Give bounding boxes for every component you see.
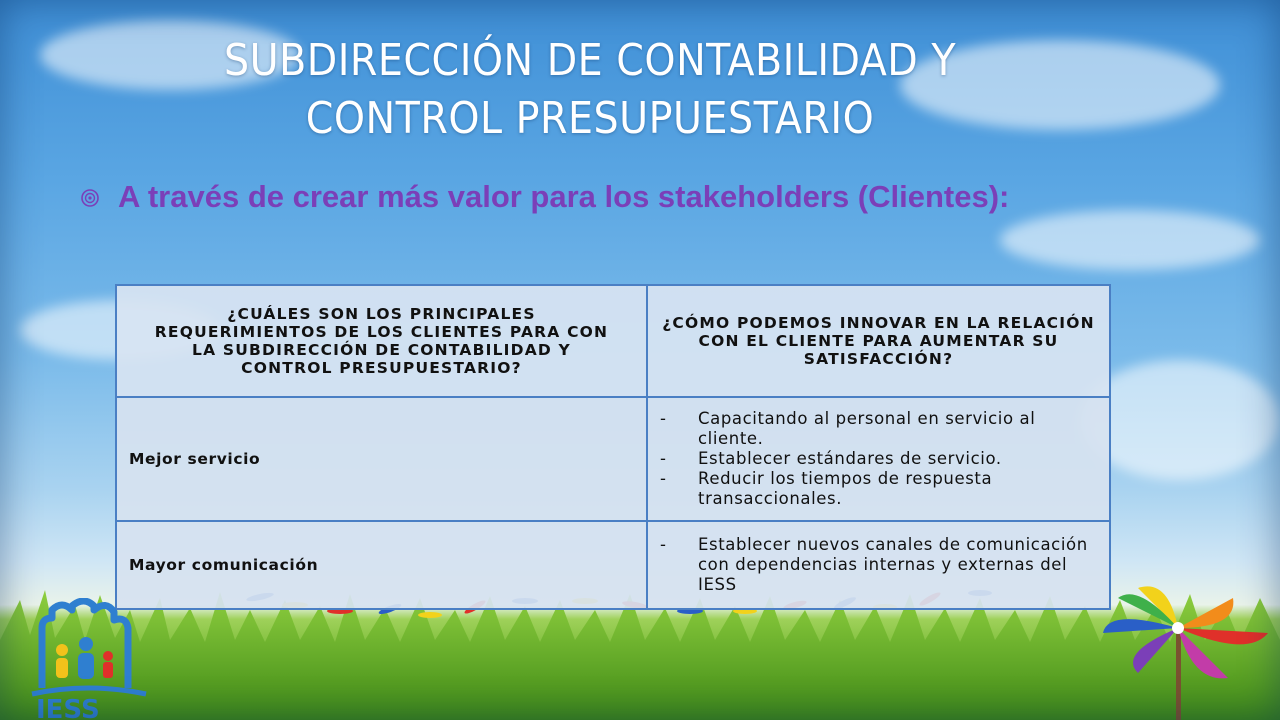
table-row [116,397,1110,521]
iess-logo [28,598,158,720]
requirement-cell: Mayor comunicación [116,521,647,609]
slide-title [120,32,1060,148]
actions-list [648,409,1109,509]
pinwheel-decoration [1098,578,1278,720]
list-item: - Reducir los tiempos de respuesta transaccionales. [658,469,1099,509]
table-row [116,521,1110,609]
requirement-cell: Mejor servicio [116,397,647,521]
cloud [1000,210,1260,270]
table-header-row [116,285,1110,397]
header-requirements: ¿CUÁLES SON LOS PRINCIPALES REQUERIMIENTOS DE LOS CLIENTES PARA CON LA SUBDIRECCIÓN DE CONTABILIDAD Y CONTROL PRESUPUESTARIO? [116,285,647,397]
requirements-table [115,284,1111,610]
header-innovation: ¿CÓMO PODEMOS INNOVAR EN LA RELACIÓN CON EL CLIENTE PARA AUMENTAR SU SATISFACCIÓN? [647,285,1110,397]
logo-text: IESS [36,695,100,720]
actions-list [648,535,1109,595]
actions-cell [647,397,1110,521]
title-line-2: CONTROL PRESUPUESTARIO [305,93,875,144]
list-item: - Establecer estándares de servicio. [658,449,1099,469]
title-line-1: SUBDIRECCIÓN DE CONTABILIDAD Y [223,35,957,86]
list-item: - Capacitando al personal en servicio al cliente. [658,409,1099,449]
bullet-text: A través de crear más valor para los stakeholders (Clientes): [118,179,1010,214]
actions-cell [647,521,1110,609]
list-item: - Establecer nuevos canales de comunicación con dependencias internas y externas del IESS [658,535,1099,595]
circle-dot-icon [80,188,100,208]
iess-family-logo-icon [28,598,158,720]
